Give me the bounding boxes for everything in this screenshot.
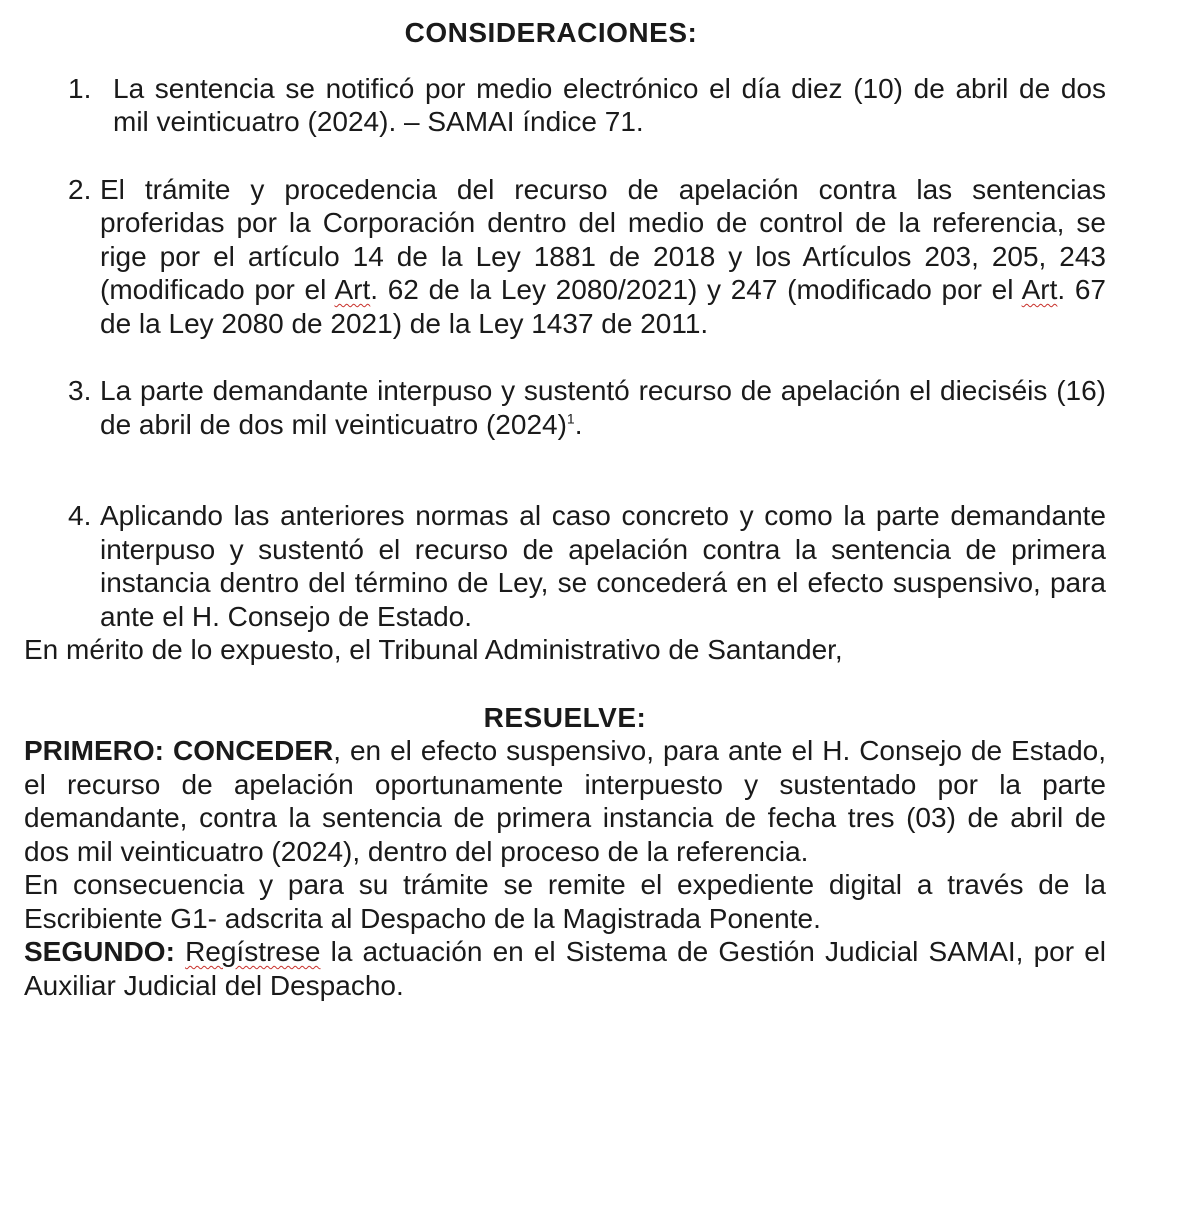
consideration-item-4: [68, 499, 1106, 633]
document-page: [24, 16, 1106, 1002]
resuelve-heading: RESUELVE:: [483, 701, 647, 733]
spellcheck-word-registrese[interactable]: Regístrese: [185, 936, 321, 967]
consideration-item-2: [68, 173, 1106, 341]
consideration-text-3-body: La parte demandante interpuso y sustentó recurso de apelación el dieciséis (16) de abril de dos mil veinticuatro (2024): [100, 375, 1106, 440]
consideration-item-3: [68, 374, 1106, 441]
consecuencia-paragraph: En consecuencia y para su trámite se remite el expediente digital a través de la Escribiente G1- adscrita al Despacho de la Magistrada Ponente.: [24, 869, 1106, 934]
consideration-number-3: 3.: [68, 375, 92, 406]
footnote-marker[interactable]: 1: [566, 410, 575, 427]
spellcheck-word-art-1[interactable]: Art: [334, 274, 371, 305]
consideration-text-3: [100, 374, 1106, 441]
consideration-text-1: La sentencia se notificó por medio electrónico el día diez (10) de abril de dos mil veinticuatro (2024). – SAMAI índice 71.: [113, 72, 1106, 137]
consideration-text-4: Aplicando las anteriores normas al caso concreto y como la parte demandante interpuso y sustentó el recurso de apelación contra la sentencia de primera instancia dentro del término de Ley, se concederá en el efecto suspensivo, para ante el H. Consejo de Estado.: [100, 500, 1106, 632]
consideration-item-1: [68, 72, 1106, 139]
segundo-paragraph: [24, 935, 1106, 1002]
resuelve-section: [24, 701, 1106, 735]
segundo-label: SEGUNDO:: [24, 936, 175, 967]
considerations-heading: CONSIDERACIONES:: [404, 17, 698, 48]
spellcheck-word-art-2[interactable]: Art: [1021, 274, 1058, 305]
consideration-text-2-part-b: . 62 de la Ley 2080/2021) y 247 (modificado por el: [370, 274, 1022, 305]
consideration-number-1: 1.: [68, 72, 92, 104]
consideration-text-2-part-c: . 67 de la Ley 2080 de 2021) de la Ley 1437 de 2011.: [100, 274, 1106, 339]
consideration-number-2: 2.: [68, 173, 92, 205]
primero-paragraph: [24, 734, 1106, 868]
merito-paragraph: En mérito de lo expuesto, el Tribunal Administrativo de Santander,: [24, 634, 843, 665]
segundo-text: la actuación en el Sistema de Gestión Judicial SAMAI, por el Auxiliar Judicial del Despacho.: [24, 936, 1107, 1001]
primero-label: PRIMERO: CONCEDER: [24, 735, 334, 766]
consideration-text-3-end: .: [574, 408, 583, 440]
consideration-text-2: [100, 173, 1106, 341]
consideration-text-2-part-a: El trámite y procedencia del recurso de apelación contra las sentencias proferidas por la Corporación dentro del medio de control de la referencia, se rige por el artículo 14 de la Ley 1881 de 2018 y los Artículos 203, 205, 243 (modificado por el: [100, 173, 1106, 305]
primero-text: , en el efecto suspensivo, para ante el H. Consejo de Estado, el recurso de apelación oportunamente interpuesto y sustentado por la parte demandante, contra la sentencia de primera instancia de fecha tres (03) de abril de dos mil veinticuatro (2024), dentro del proceso de la referencia.: [24, 735, 1106, 867]
considerations-list: [24, 72, 1106, 634]
consideration-number-4: 4.: [68, 500, 92, 531]
